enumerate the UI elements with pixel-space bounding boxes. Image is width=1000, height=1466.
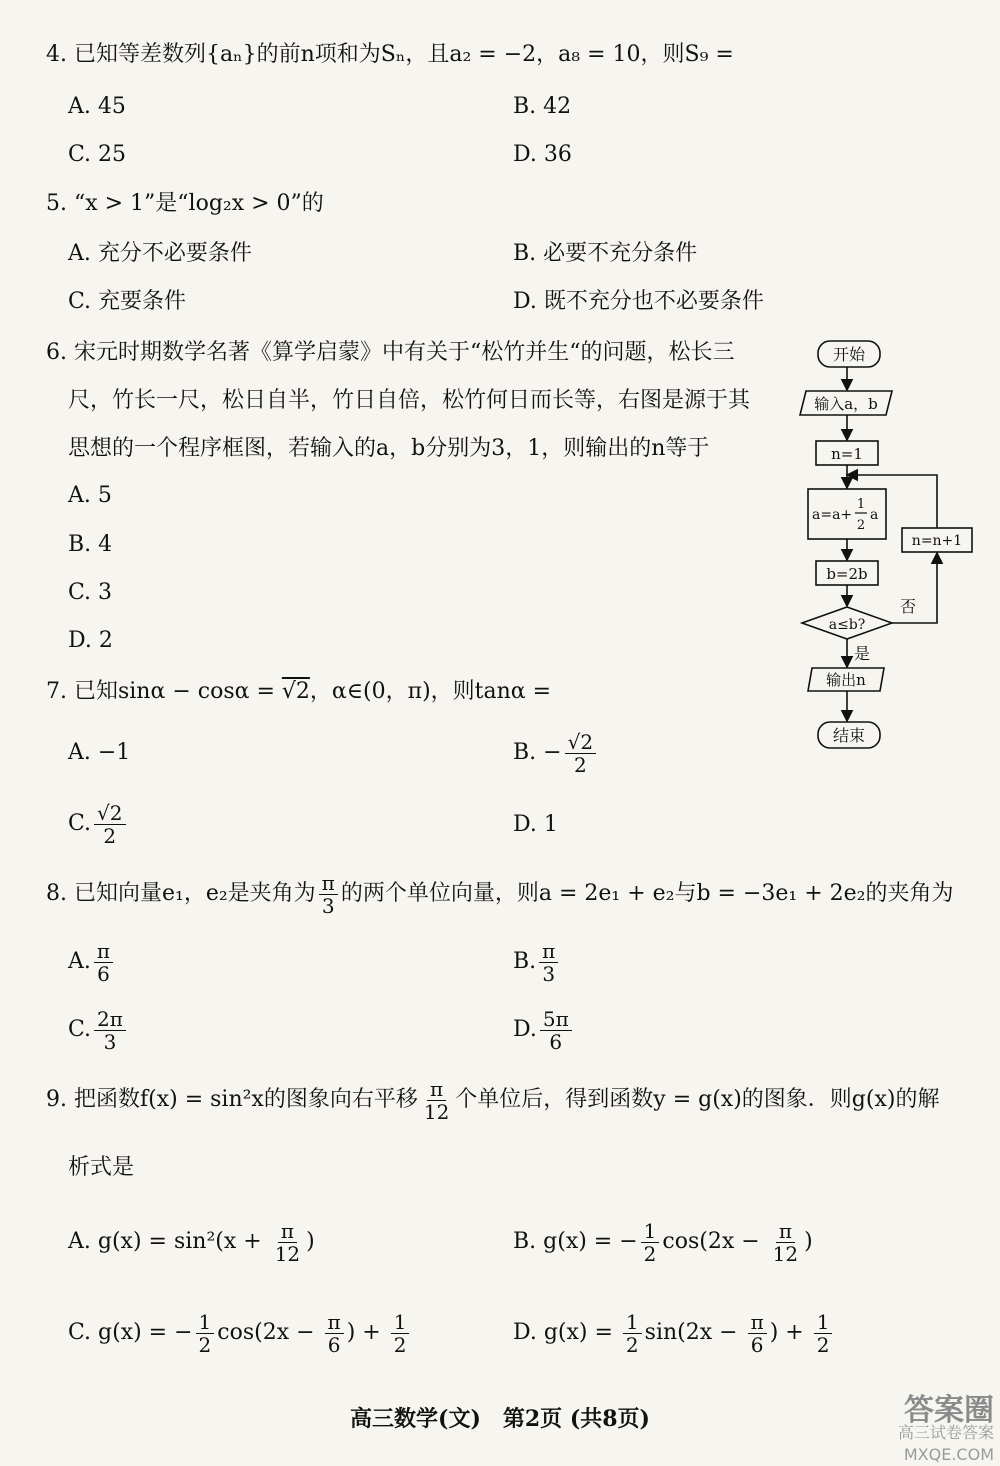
question-4-stem: 4. 已知等差数列{aₙ}的前n项和为Sₙ，且a₂ = −2，a₈ = 10，则S₉ = (46, 42, 734, 67)
watermark (897, 1393, 994, 1466)
watermark-site: MXQE.COM (903, 1445, 994, 1464)
flowchart-start-label: 开始 (832, 345, 866, 364)
question-9-stem: 9. 把函数f(x) = sin²x的图象向右平移 $\frac{\pi}{12}$ 个单位后，得到函数y = g(x)的图象．则g(x)的解 (46, 1076, 940, 1124)
question-6-line-3: 思想的一个程序框图，若输入的a，b分别为3，1，则输出的n等于 (68, 436, 710, 461)
flowchart-update-a-suffix: a (870, 507, 879, 523)
q8-option-b: B. $\frac{\pi}{3}$ (513, 936, 561, 988)
q6-option-d: D. 2 (68, 628, 113, 653)
flowchart-no-label: 否 (900, 597, 917, 616)
q9-option-c: C. g(x) = − $\frac{1}{2}$ cos(2x − $\frac{\pi}{6}$ ) + $\frac{1}{2}$ (68, 1305, 412, 1361)
question-6-line-1: 6. 宋元时期数学名著《算学启蒙》中有关于“松竹并生“的问题，松长三 (46, 340, 735, 365)
q8-option-a: A. $\frac{\pi}{6}$ (68, 936, 116, 988)
q4-option-a: A. 45 (68, 94, 126, 119)
q4-option-b: B. 42 (513, 94, 572, 119)
q9-option-a: A. g(x) = sin²(x + $\frac{\pi}{12}$ ) (68, 1218, 315, 1266)
flowchart-init-label: n=1 (831, 445, 863, 463)
q5-option-d: D. 既不充分也不必要条件 (513, 289, 764, 314)
question-7-stem: 7. 已知sinα − cosα = √2，α∈(0，π)，则tanα = (46, 679, 552, 704)
q4-option-c: C. 25 (68, 142, 127, 167)
question-8-stem: 8. 已知向量e₁，e₂是夹角为 $\frac{\pi}{3}$ 的两个单位向量，则a = 2e₁ + e₂与b = −3e₁ + 2e₂的夹角为 (46, 870, 954, 918)
program-flowchart (790, 335, 990, 760)
q4-option-d: D. 36 (513, 142, 572, 167)
watermark-line-1: 高三试卷答案 (897, 1423, 994, 1442)
flowchart-output-label: 输出n (826, 671, 866, 689)
sqrt-2: √2 (281, 679, 310, 704)
q9-option-b: B. g(x) = − $\frac{1}{2}$ cos(2x − $\frac{\pi}{12}$ ) (513, 1218, 813, 1266)
question-5-stem: 5. “x > 1”是“log₂x > 0”的 (46, 191, 324, 216)
question-6-line-2: 尺，竹长一尺，松日自半，竹日自倍，松竹何日而长等，右图是源于其 (68, 388, 751, 413)
question-9-line-2: 析式是 (68, 1155, 135, 1180)
page-footer: 高三数学(文) 第2页 (共8页) (350, 1406, 650, 1432)
q7-option-a: A. −1 (68, 740, 131, 765)
q7-option-d: D. 1 (513, 812, 558, 837)
q8-option-d: D. $\frac{5\pi}{6}$ (513, 1004, 575, 1056)
flowchart-yes-label: 是 (854, 644, 871, 663)
q6-option-a: A. 5 (68, 483, 112, 508)
flowchart-condition-label: a≤b? (828, 617, 866, 633)
watermark-brand: 答案圈 (904, 1393, 994, 1428)
q6-option-b: B. 4 (68, 532, 113, 557)
q7-option-c: C. $\frac{√2}{2}$ (68, 798, 129, 850)
q5-option-a: A. 充分不必要条件 (68, 241, 252, 266)
q5-option-b: B. 必要不充分条件 (513, 241, 698, 266)
q7-option-b: B. − $\frac{√2}{2}$ (513, 727, 599, 779)
flowchart-update-b-label: b=2b (826, 565, 868, 583)
q6-option-c: C. 3 (68, 580, 113, 605)
q8-option-c: C. $\frac{2\pi}{3}$ (68, 1004, 129, 1056)
flowchart-update-a-prefix: a=a+ (812, 507, 853, 523)
flowchart-increment-label: n=n+1 (911, 533, 963, 549)
flowchart-input-label: 输入a，b (814, 395, 878, 413)
q5-option-c: C. 充要条件 (68, 289, 187, 314)
q9-option-d: D. g(x) = $\frac{1}{2}$ sin(2x − $\frac{\pi}{6}$ ) + $\frac{1}{2}$ (513, 1305, 835, 1361)
flowchart-update-a-den: 2 (856, 518, 866, 533)
flowchart-update-a-num: 1 (856, 497, 866, 512)
flowchart-end-label: 结束 (832, 726, 866, 745)
